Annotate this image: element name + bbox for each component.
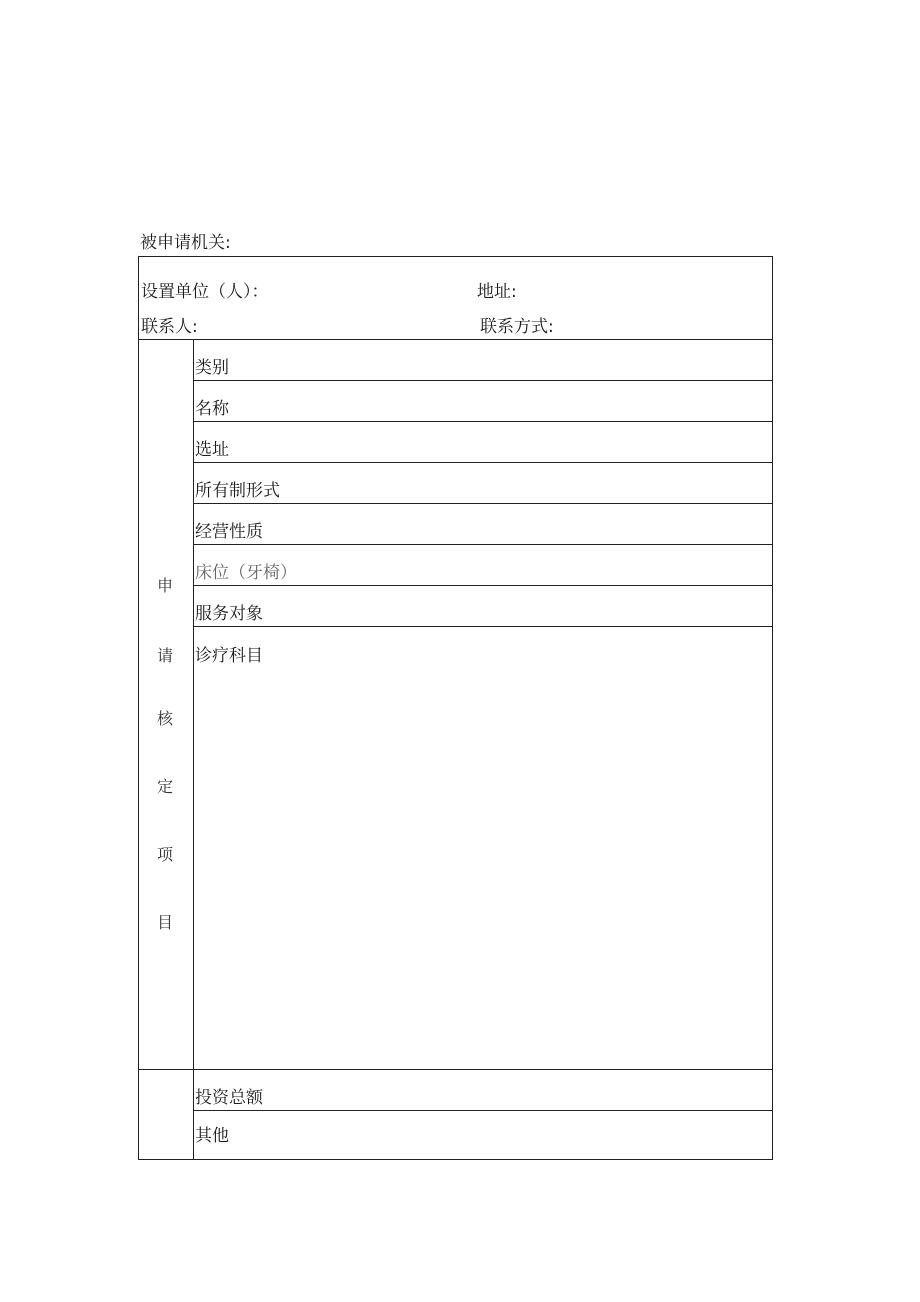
vertical-title-char: 项 [156, 845, 173, 864]
item-other: 其他 [195, 1126, 229, 1146]
row-divider [194, 421, 772, 422]
address-label: 地址: [477, 282, 517, 302]
item-beds: 床位（牙椅） [195, 563, 297, 583]
application-form-table [138, 256, 773, 1160]
row-divider [194, 462, 772, 463]
row-divider [194, 544, 772, 545]
row-divider [194, 585, 772, 586]
row-divider [194, 380, 772, 381]
row-divider [194, 626, 772, 627]
vertical-title-char: 申 [156, 576, 173, 595]
item-service-target: 服务对象 [195, 604, 263, 624]
item-category: 类别 [195, 358, 229, 378]
section-divider [139, 1069, 772, 1070]
item-business-nature: 经营性质 [195, 522, 263, 542]
item-ownership: 所有制形式 [195, 481, 280, 501]
authority-label: 被申请机关: [140, 233, 231, 253]
item-total-investment: 投资总额 [195, 1088, 263, 1108]
contact-person-label: 联系人: [141, 317, 198, 337]
vertical-title-char: 请 [156, 646, 173, 665]
item-name: 名称 [195, 399, 229, 419]
applicant-label: 设置单位（人）： [141, 282, 269, 302]
vertical-title-char: 目 [156, 913, 173, 932]
vertical-title-char: 定 [156, 777, 173, 796]
contact-method-label: 联系方式: [480, 317, 554, 337]
item-site: 选址 [195, 440, 229, 460]
row-divider [194, 1110, 772, 1111]
info-divider [139, 339, 772, 340]
vertical-title-char: 核 [156, 709, 173, 728]
row-divider [194, 503, 772, 504]
item-departments: 诊疗科目 [195, 646, 263, 666]
